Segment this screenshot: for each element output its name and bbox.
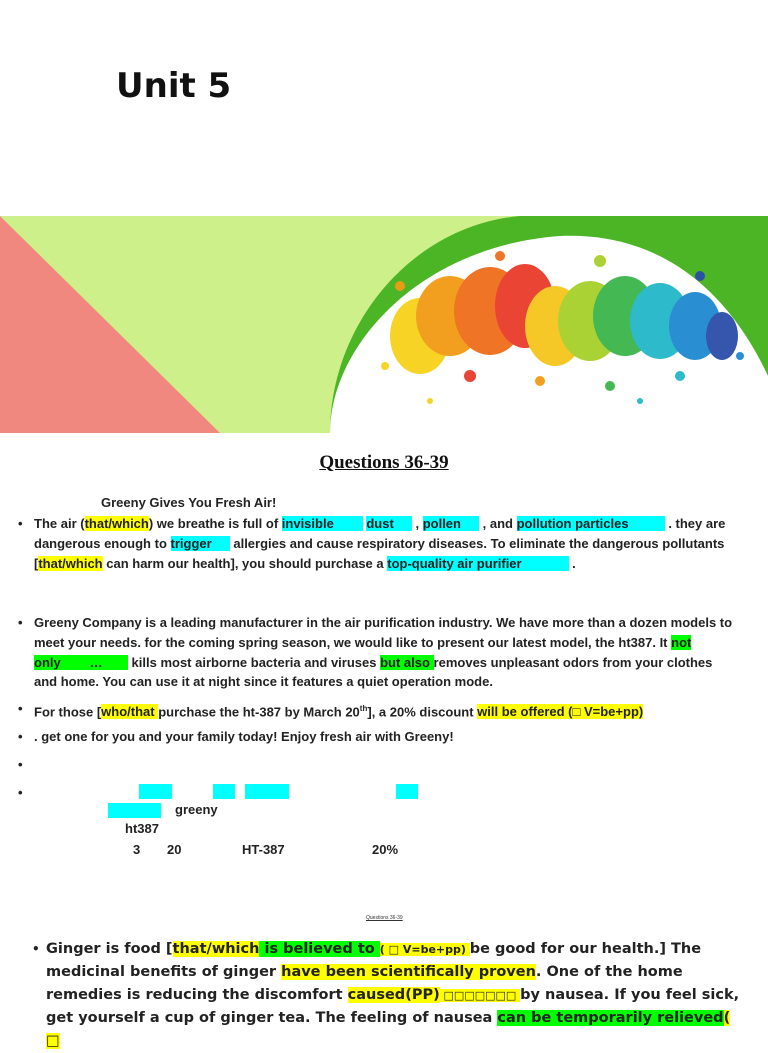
answer-box — [108, 803, 161, 818]
answer-box — [245, 784, 289, 799]
highlight-phrase: but also — [380, 654, 434, 670]
note-number: 20 — [167, 842, 182, 857]
paragraph-company: • Greeny Company is a leading manufacturer in the air purification industry. We have more than a dozen models to meet your needs. for the coming spring season, we would like to present our latest model, the ht387. It not only … kills most airborne bacteria and viruses but also removes unpleasant odors from your clothes and home. You can use it at night since it features a quiet operation mode. — [18, 615, 733, 690]
highlight-phrase: ( □ — [46, 1010, 731, 1049]
note-percent: 20% — [372, 842, 399, 857]
highlight-phrase: dust — [366, 516, 394, 531]
highlight-phrase: not only — [34, 634, 692, 670]
highlight-phrase: pollen — [422, 516, 461, 531]
note-greeny: greeny — [175, 802, 218, 817]
paragraph-discount: • For those [who/that purchase the ht-387 by March 20th], a 20% discount will be offered (□ V=be+pp) — [18, 701, 644, 720]
paragraph-call-to-action: • . get one for you and your family today! Enjoy fresh air with Greeny! — [34, 727, 734, 747]
highlight-phrase: will be offered (□ V=be+pp) — [477, 704, 644, 720]
small-caption: Questions 36-39 — [366, 915, 403, 921]
highlight-phrase: have been scientifically proven — [281, 964, 536, 980]
note-model-code: HT-387 — [242, 842, 285, 857]
bullet-dot: • — [18, 785, 23, 800]
highlight-phrase: top-quality air purifier — [387, 555, 522, 571]
bullet-dot: • — [18, 516, 23, 531]
highlight-phrase: invisible — [281, 516, 334, 531]
bullet-dot: • — [18, 729, 23, 744]
highlight-phrase: pollution particles — [516, 516, 629, 531]
highlight-phrase: caused(PP) — [347, 987, 440, 1003]
highlight-phrase: who/that — [101, 704, 159, 720]
highlight-phrase: □□□□□□□ — [439, 989, 521, 1002]
slide-title: Unit 5 — [116, 66, 232, 106]
bullet-dot: • — [32, 942, 40, 956]
note-number: 3 — [133, 842, 141, 857]
highlight-phrase: ( □ V=be+pp) — [379, 943, 470, 956]
answer-box — [139, 784, 172, 799]
banner-graphic — [0, 216, 768, 433]
highlight-phrase: that/which — [172, 941, 260, 957]
answer-box — [213, 784, 235, 799]
highlight-phrase: is believed to — [259, 941, 380, 957]
highlight-phrase: can be temporarily relieved — [497, 1010, 724, 1026]
answer-box — [396, 784, 418, 799]
bullet-dot: • — [18, 615, 23, 630]
note-model: ht387 — [125, 821, 159, 836]
highlight-phrase: that/which — [84, 516, 149, 531]
paragraph-ginger: • Ginger is food [that/which is believed to ( □ V=be+pp) be good for our health.] The medicinal benefits of ginger have been scientifically proven. One of the home remedies is reducing the discomfort caused(PP) □□□□□□□ by nausea. If you feel sick, get yourself a cup of ginger tea. The feeling of nausea can be temporarily relieved( □ — [46, 938, 746, 1053]
bullet-dot: • — [18, 757, 23, 772]
highlight-phrase: trigger — [170, 535, 212, 551]
highlight-phrase: that/which — [38, 555, 103, 571]
paragraph-air: • The air (that/which) we breathe is full of invisible dust , pollen , and pollution particles . they are dangerous enough to trigger allergies and cause respiratory diseases. To eliminate the dangerous pollutants [that/which can harm our health], you should purchase a top-quality air purifier . — [18, 516, 726, 571]
questions-title: Questions 36-39 — [319, 452, 449, 473]
bullet-dot: • — [18, 701, 23, 716]
ad-heading: Greeny Gives You Fresh Air! — [101, 495, 277, 510]
